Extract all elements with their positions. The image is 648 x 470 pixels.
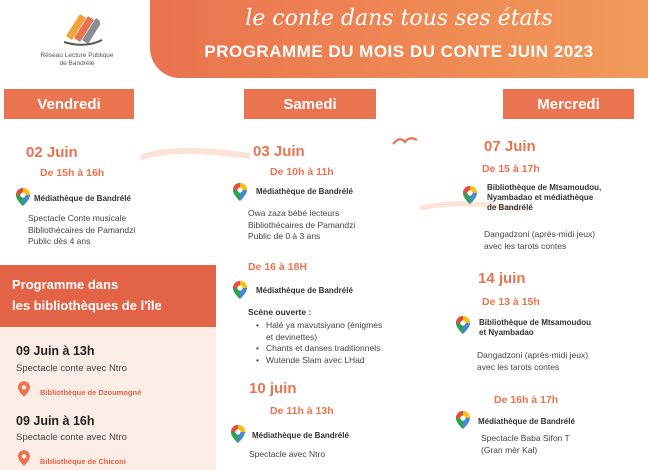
- wednesday-time: De 16h à 17h: [494, 394, 559, 406]
- list-item: [256, 320, 382, 343]
- library-event-desc: Spectacle conte avec Ntro: [16, 363, 127, 374]
- org-name-line2: de Bandrélé: [59, 60, 95, 67]
- location-pin-icon: [18, 450, 30, 466]
- map-pin-icon: [233, 281, 247, 299]
- desc-line: Public dès 4 ans: [28, 236, 91, 246]
- desc-line: Dangadzoni (après-midi jeux): [477, 350, 589, 360]
- desc-line: Bibliothécaires de Pamandzi: [28, 224, 136, 235]
- location-pin-icon: [18, 381, 30, 397]
- friday-date: 02 Juin: [26, 144, 78, 161]
- header-wednesday: Mercredi: [503, 89, 634, 119]
- script-title: le conte dans tous ses états: [245, 6, 553, 31]
- header-friday: Vendredi: [4, 89, 134, 119]
- saturday-time: De 10h à 11h: [270, 166, 334, 178]
- venue-line: et Nyambadao: [479, 328, 534, 337]
- header-banner: [150, 0, 648, 78]
- friday-venue: Médiathèque de Bandrélé: [34, 194, 131, 203]
- saturday-venue: Médiathèque de Bandrélé: [256, 286, 353, 295]
- library-event-date: 09 Juin à 13h: [16, 344, 95, 358]
- list-item: [256, 343, 382, 355]
- library-event-venue: Bibliothèque de Chiconi: [40, 457, 126, 466]
- map-pin-icon: [463, 186, 477, 204]
- venue-line: Nyambadao et médiathèque: [487, 193, 594, 202]
- saturday-venue: Médiathèque de Bandrélé: [252, 431, 349, 440]
- list-item: [256, 355, 382, 367]
- wednesday-venue: [479, 318, 591, 338]
- library-event-date: 09 Juin à 16h: [16, 414, 95, 428]
- wednesday-description: [484, 229, 595, 252]
- desc-line: Owa zaza bébé lecteurs: [248, 208, 340, 218]
- venue-line: de Bandrélé: [487, 203, 533, 212]
- desc-line: Spectacle Baba Sifon T: [481, 433, 570, 443]
- program-title: PROGRAMME DU MOIS DU CONTE JUIN 2023: [204, 42, 594, 61]
- desc-line: Spectacle Conte musicale: [28, 213, 127, 223]
- desc-line: avec les tarots contes: [484, 240, 567, 251]
- library-network-logo: [22, 4, 132, 82]
- list-item-line: • Halé ya mavutsiyano (énigmes: [266, 320, 383, 330]
- program-box-title: [0, 265, 216, 327]
- wednesday-date: 14 juin: [478, 270, 526, 287]
- map-pin-icon: [16, 188, 30, 206]
- desc-line: Public de 0 à 3 ans: [248, 231, 321, 241]
- saturday-date: 03 Juin: [253, 143, 305, 160]
- venue-line: Bibliothèque de Mtsamoudou,: [487, 183, 602, 192]
- library-event-desc: Spectacle conte avec Ntro: [16, 432, 127, 443]
- program-title-line2: les bibliothèques de l'île: [12, 298, 162, 313]
- map-pin-icon: [231, 425, 245, 443]
- wednesday-description: [477, 350, 588, 373]
- books-logo-icon: [60, 6, 106, 48]
- saturday-venue: Médiathèque de Bandrélé: [256, 187, 353, 196]
- open-stage-list: [256, 320, 382, 366]
- map-pin-icon: [233, 183, 247, 201]
- header-saturday: Samedi: [244, 89, 376, 119]
- map-pin-icon: [456, 316, 470, 334]
- wednesday-date: 07 Juin: [484, 138, 536, 155]
- library-network-name: [22, 52, 132, 68]
- list-item-line: • Chants et danses traditionnels: [266, 343, 381, 353]
- friday-time: De 15h à 16h: [40, 167, 105, 179]
- library-event-venue: Bibliothèque de Dzoumogné: [40, 388, 142, 397]
- desc-line: Bibliothécaires de Pamandzi: [248, 219, 356, 230]
- friday-description: [28, 213, 135, 248]
- open-stage-title: Scène ouverte :: [248, 307, 312, 317]
- saturday-date: 10 juin: [249, 380, 297, 397]
- wednesday-time: De 15 à 17h: [482, 163, 540, 175]
- wednesday-venue: [487, 183, 601, 213]
- desc-line: (Gran mèr Kal): [481, 444, 538, 455]
- desc-line: Dangadzoni (après-midi jeux): [484, 229, 596, 239]
- wednesday-time: De 13 à 15h: [482, 296, 540, 308]
- desc-line: avec les tarots contes: [477, 361, 560, 372]
- saturday-description: [248, 208, 355, 243]
- saturday-time: De 16 à 18H: [248, 261, 307, 273]
- wednesday-venue: Médiathèque de Bandrélé: [478, 417, 575, 426]
- bird-decoration-icon: [392, 136, 418, 146]
- program-title-line1: Programme dans: [12, 277, 119, 292]
- org-name-line1: Réseau Lecture Publique: [40, 52, 114, 59]
- list-item-line: et devinettes): [266, 331, 318, 342]
- saturday-description: [249, 449, 325, 461]
- saturday-time: De 11h à 13h: [270, 405, 334, 417]
- cloud-decoration: [140, 146, 250, 162]
- venue-line: Bibliothèque de Mtsamoudou: [479, 318, 591, 327]
- list-item-line: • Wutende Slam avec LHad: [266, 354, 365, 365]
- map-pin-icon: [456, 411, 470, 429]
- wednesday-description: [481, 433, 570, 456]
- desc-line: Spectacle avec Ntro: [249, 449, 326, 459]
